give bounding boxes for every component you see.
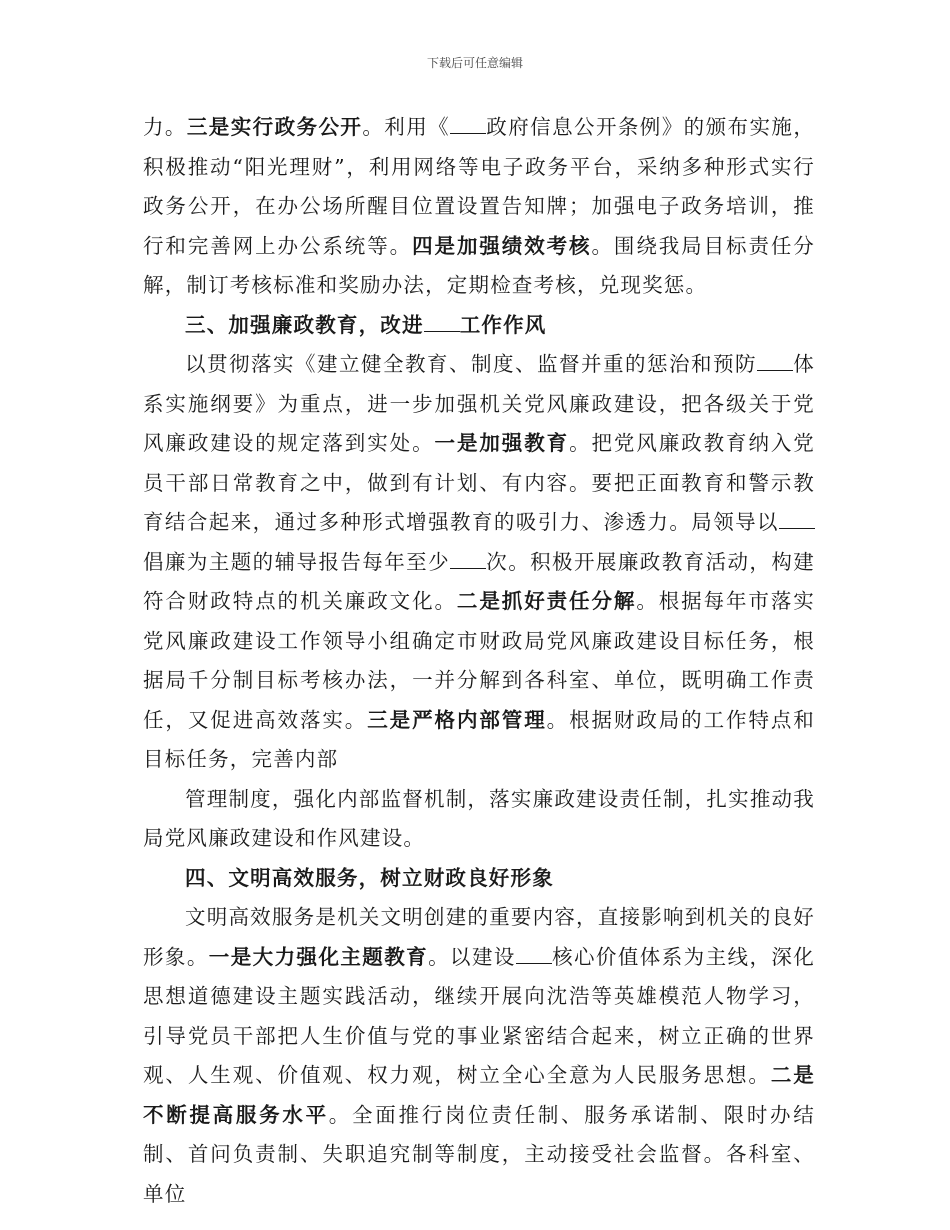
- text-run: 。根据每年市落实党风廉政建设工作领导小组确定市财政局党风廉政建设目标任务，根据局千分制目标考核办法，一并分解到各科室、单位，既明确工作责任，又促进高效落实。: [143, 589, 815, 732]
- text-run: 。把党风廉政教育纳入党员干部日常教育之中，做到有计划、有内容。要把正面教育和警示教育结合起来，通过多种形式增强教育的吸引力、渗透力。局领导以: [143, 431, 815, 534]
- text-run: 三、加强廉政教育，改进: [185, 312, 424, 337]
- bold-phrase: 一是大力强化主题教育: [208, 944, 429, 969]
- bold-phrase: 四是加强绩效考核: [412, 233, 592, 258]
- fill-in-blank: [757, 352, 793, 371]
- fill-in-blank: [779, 510, 815, 529]
- text-run: 工作作风: [459, 312, 547, 337]
- page-header: 下载后可任意编辑: [426, 56, 523, 70]
- text-run: 核心价值体系为主线，深化思想道德建设主题实践活动，继续开展向沈浩等英雄模范人物学习，引导党员干部把人生价值与党的事业紧密结合起来，树立正确的世界观、人生观、价值观、权力观，树立全心全意为人民服务思想。: [143, 944, 816, 1087]
- text-run: 四、文明高效服务，树立财政良好形象: [185, 865, 554, 890]
- bold-phrase: 二是不断提高服务水平: [143, 1063, 815, 1127]
- bold-phrase: 三是实行政务公开: [186, 115, 363, 139]
- text-run: 次。积极开展廉政教育活动，构建符合财政特点的机关廉政文化。: [143, 549, 815, 613]
- text-run: 。全面推行岗位责任制、服务承诺制、限时办结制、首问负责制、失职追究制等制度，主动接受社会监督。各科室、单位: [143, 1102, 815, 1206]
- text-run: 力。: [143, 115, 187, 139]
- text-run: 管理制度，强化内部监督机制，落实廉政建设责任制，扎实推动我局党风廉政建设和作风建设。: [143, 786, 815, 850]
- text-run: 倡廉为主题的辅导报告每年至少: [143, 549, 451, 574]
- fill-in-blank: [450, 550, 486, 569]
- text-run: 。围绕我局目标责任分解，制订考核标准和奖励办法，定期检查考核，兑现奖惩。: [143, 233, 815, 297]
- section-heading: [143, 306, 815, 346]
- body-paragraph: [143, 780, 815, 859]
- fill-in-blank: [424, 313, 460, 332]
- text-run: 政府信息公开条例》的颁布实施，积极推动“阳光理财”，利用网络等电子政务平台，采纳多种形式实行政务公开，在办公场所醒目位置设置告知牌；加强电子政务培训，推行和完善网上办公系统等。: [143, 115, 816, 258]
- fill-in-blank: [450, 115, 486, 134]
- text-run: 体系实施纲要》为重点，进一步加强机关党风廉政建设，把各级关于党风廉政建设的规定落到实处。: [143, 352, 815, 455]
- bold-phrase: 一是加强教育: [434, 431, 570, 455]
- body-paragraph: [143, 898, 815, 1214]
- text-run: 。以建设: [428, 944, 516, 969]
- body-paragraph: [143, 345, 815, 780]
- fill-in-blank: [516, 945, 552, 964]
- bold-phrase: 三是严格内部管理: [367, 707, 547, 732]
- bold-phrase: 二是抓好责任分解: [456, 589, 637, 613]
- text-run: 以贯彻落实《建立健全教育、制度、监督并重的惩治和预防: [185, 352, 757, 376]
- text-run: 。利用《: [362, 115, 451, 139]
- text-run: 文明高效服务是机关文明创建的重要内容，直接影响到机关的良好形象。: [143, 905, 815, 969]
- text-run: 。根据财政局的工作特点和目标任务，完善内部: [143, 707, 815, 771]
- section-heading: [143, 859, 815, 899]
- body-paragraph: [143, 108, 815, 306]
- document-body: [143, 108, 815, 1214]
